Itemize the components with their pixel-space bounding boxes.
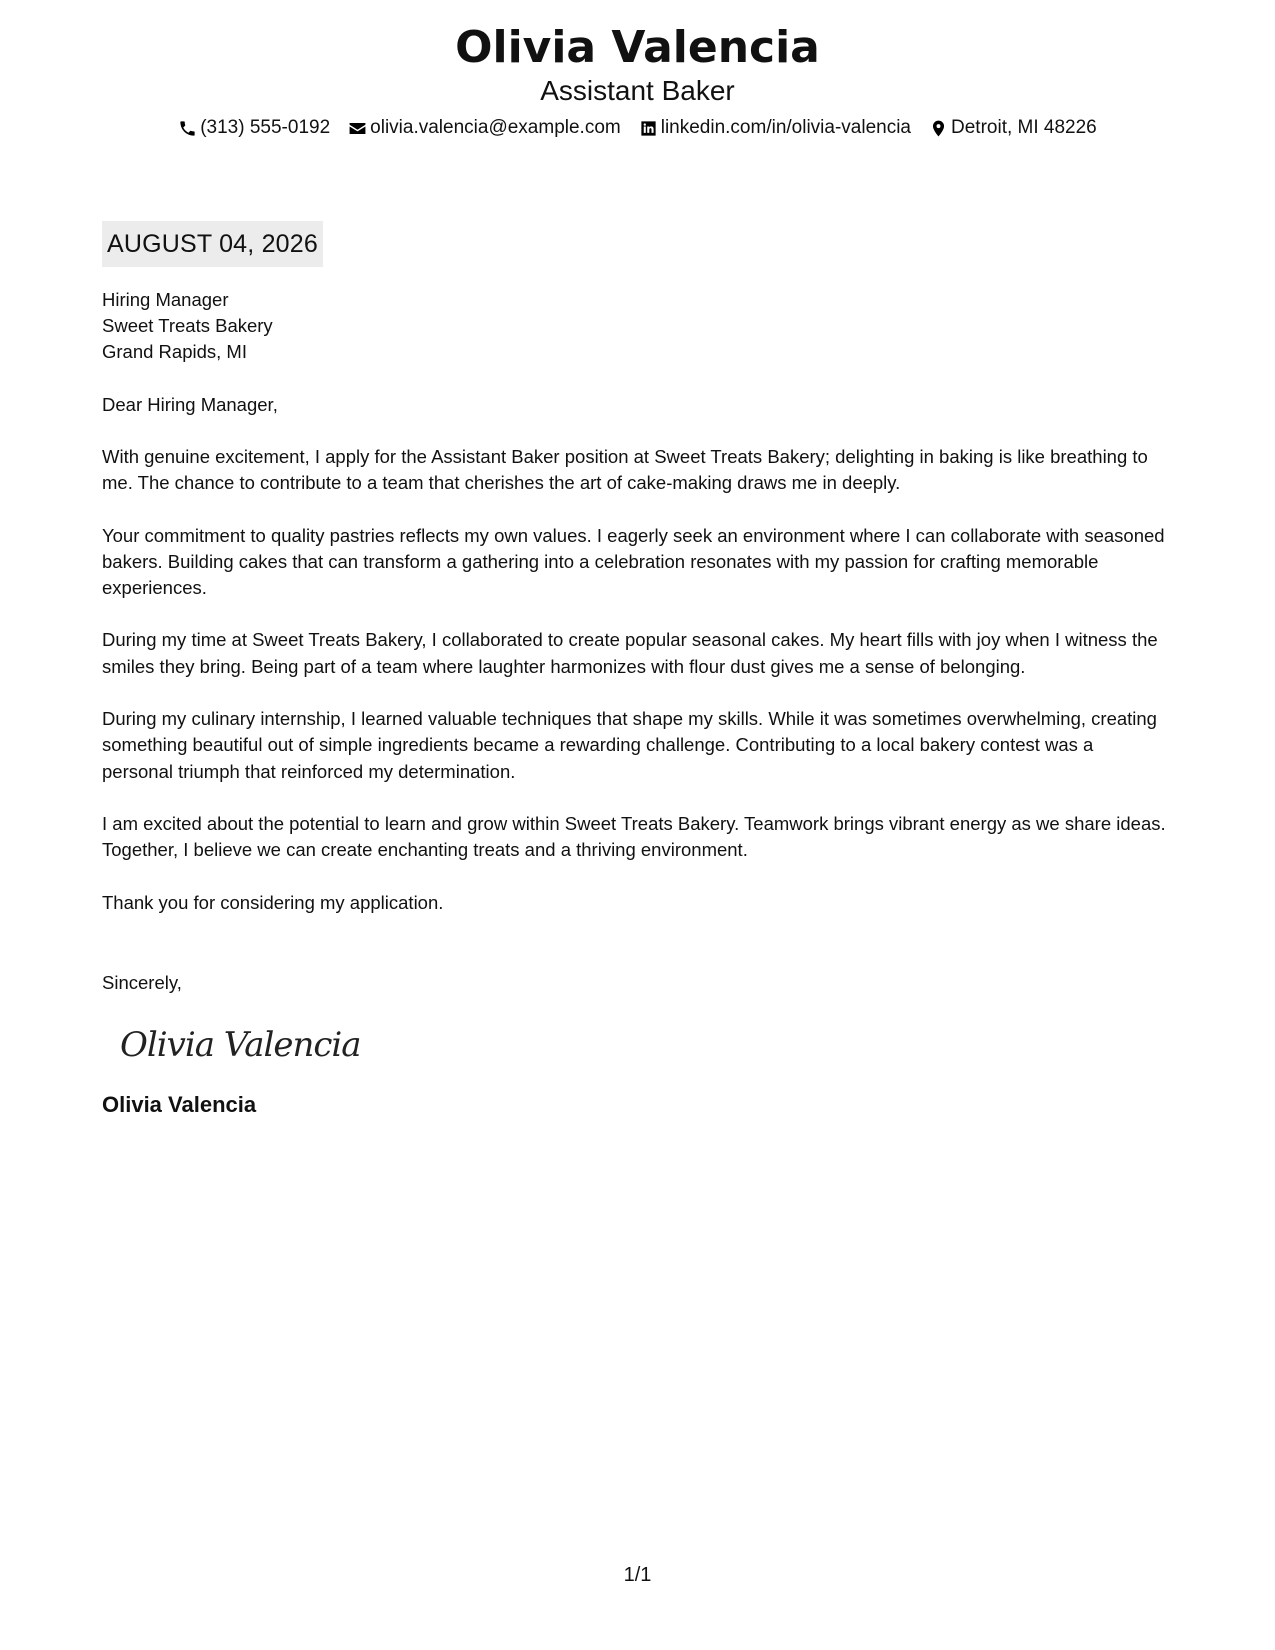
letter-header xyxy=(0,0,1275,140)
recipient-line: Sweet Treats Bakery xyxy=(102,315,273,336)
applicant-name: Olivia Valencia xyxy=(455,22,820,73)
linkedin-icon xyxy=(639,119,658,138)
letter-body xyxy=(102,221,1167,1119)
contact-email[interactable] xyxy=(348,116,621,140)
recipient-block xyxy=(102,287,1167,365)
body-paragraph: Your commitment to quality pastries reflects my own values. I eagerly seek an environment where I can collaborate with seasoned bakers. Building cakes that can transform a gathering into a celebration resonates with my passion for crafting memorable experiences. xyxy=(102,524,1165,599)
phone-icon xyxy=(178,119,197,138)
body-paragraph: During my time at Sweet Treats Bakery, I collaborated to create popular seasonal cakes. My heart fills with joy when I witness the smiles they bring. Being part of a team where laughter harmonizes with flour dust gives me a sense of belonging. xyxy=(102,629,1158,677)
body-paragraph: During my culinary internship, I learned valuable techniques that shape my skills. While it was sometimes overwhelming, creating something beautiful out of simple ingredients became a rewarding challenge. Contributing to a local bakery contest was a personal triumph that reinforced my determination. xyxy=(102,708,1157,782)
contact-linkedin[interactable] xyxy=(639,116,911,140)
letter-date: AUGUST 04, 2026 xyxy=(102,221,323,267)
contact-bar xyxy=(0,116,1275,140)
signature-text: Olivia Valencia xyxy=(120,1024,360,1065)
phone-text: (313) 555-0192 xyxy=(200,117,331,138)
closing: Sincerely, xyxy=(102,971,182,993)
contact-phone[interactable] xyxy=(178,116,330,140)
job-title: Assistant Baker xyxy=(540,75,735,106)
envelope-icon xyxy=(348,119,367,138)
linkedin-text: linkedin.com/in/olivia-valencia xyxy=(660,117,912,138)
salutation: Dear Hiring Manager, xyxy=(102,394,278,415)
recipient-line: Hiring Manager xyxy=(102,289,229,310)
handwritten-signature xyxy=(120,1018,360,1072)
email-text: olivia.valencia@example.com xyxy=(370,117,621,138)
location-text: Detroit, MI 48226 xyxy=(951,117,1097,138)
recipient-line: Grand Rapids, MI xyxy=(102,341,247,362)
map-pin-icon xyxy=(929,119,948,138)
page-number: 1/1 xyxy=(623,1564,652,1586)
contact-location xyxy=(929,116,1097,140)
body-paragraph: With genuine excitement, I apply for the Assistant Baker position at Sweet Treats Bakery; delighting in baking is like breathing to me. The chance to contribute to a team that cherishes the art of cake-making draws me in deeply. xyxy=(102,446,1148,494)
body-paragraph: Thank you for considering my application. xyxy=(102,891,444,913)
signed-name: Olivia Valencia xyxy=(102,1091,257,1117)
body-paragraph: I am excited about the potential to learn and grow within Sweet Treats Bakery. Teamwork brings vibrant energy as we share ideas. Together, I believe we can create enchanting treats and a thriving environment. xyxy=(102,812,1166,861)
